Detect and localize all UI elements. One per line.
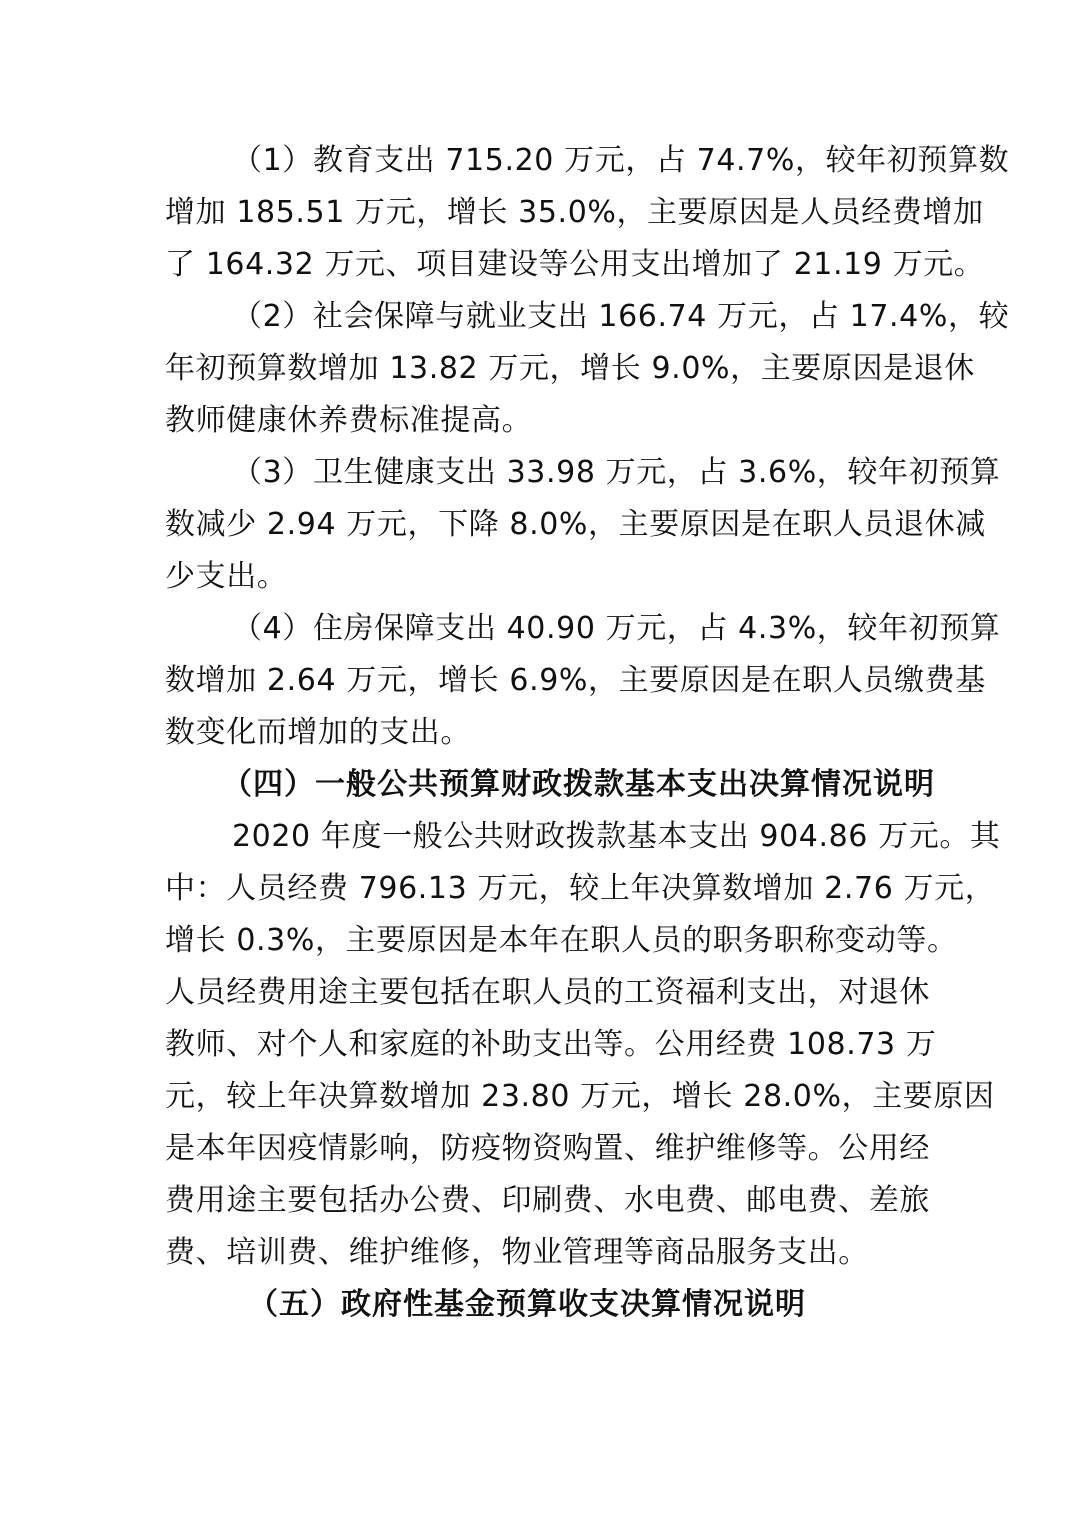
paragraph-basic-expenditure-line-7: 是本年因疫情影响，防疫物资购置、维护维修等。公用经 bbox=[165, 1131, 930, 1166]
paragraph-basic-expenditure-line-2: 中：人员经费 796.13 万元，较上年决算数增加 2.76 万元， bbox=[165, 871, 996, 906]
paragraph-housing-line-3: 数变化而增加的支出。 bbox=[165, 715, 471, 750]
paragraph-social-security-line-2: 年初预算数增加 13.82 万元，增长 9.0%，主要原因是退休 bbox=[165, 351, 975, 386]
paragraph-basic-expenditure-line-9: 费、培训费、维护维修，物业管理等商品服务支出。 bbox=[165, 1235, 869, 1270]
paragraph-social-security-line-1: （2）社会保障与就业支出 166.74 万元，占 17.4%，较 bbox=[232, 299, 1010, 334]
paragraph-basic-expenditure-line-6: 元，较上年决算数增加 23.80 万元，增长 28.0%，主要原因 bbox=[165, 1079, 995, 1114]
paragraph-education-line-1: （1）教育支出 715.20 万元，占 74.7%，较年初预算数 bbox=[232, 143, 1010, 178]
paragraph-social-security-line-3: 教师健康休养费标准提高。 bbox=[165, 403, 533, 438]
paragraph-education-line-2: 增加 185.51 万元，增长 35.0%，主要原因是人员经费增加 bbox=[165, 195, 984, 230]
paragraph-health-line-3: 少支出。 bbox=[165, 559, 288, 594]
paragraph-basic-expenditure-line-3: 增长 0.3%，主要原因是本年在职人员的职务职称变动等。 bbox=[165, 923, 958, 958]
section-heading-four: （四）一般公共预算财政拨款基本支出决算情况说明 bbox=[222, 767, 935, 802]
section-heading-five: （五）政府性基金预算收支决算情况说明 bbox=[248, 1287, 806, 1322]
paragraph-basic-expenditure-line-5: 教师、对个人和家庭的补助支出等。公用经费 108.73 万 bbox=[165, 1027, 937, 1062]
paragraph-housing-line-2: 数增加 2.64 万元，增长 6.9%，主要原因是在职人员缴费基 bbox=[165, 663, 986, 698]
paragraph-basic-expenditure-line-4: 人员经费用途主要包括在职人员的工资福利支出，对退休 bbox=[165, 975, 930, 1010]
paragraph-basic-expenditure-line-8: 费用途主要包括办公费、印刷费、水电费、邮电费、差旅 bbox=[165, 1183, 930, 1218]
paragraph-health-line-2: 数减少 2.94 万元，下降 8.0%，主要原因是在职人员退休减 bbox=[165, 507, 986, 542]
paragraph-basic-expenditure-line-1: 2020 年度一般公共财政拨款基本支出 904.86 万元。其 bbox=[232, 819, 1001, 854]
paragraph-education-line-3: 了 164.32 万元、项目建设等公用支出增加了 21.19 万元。 bbox=[165, 247, 985, 282]
paragraph-health-line-1: （3）卫生健康支出 33.98 万元，占 3.6%，较年初预算 bbox=[232, 455, 1001, 490]
paragraph-housing-line-1: （4）住房保障支出 40.90 万元，占 4.3%，较年初预算 bbox=[232, 611, 1001, 646]
